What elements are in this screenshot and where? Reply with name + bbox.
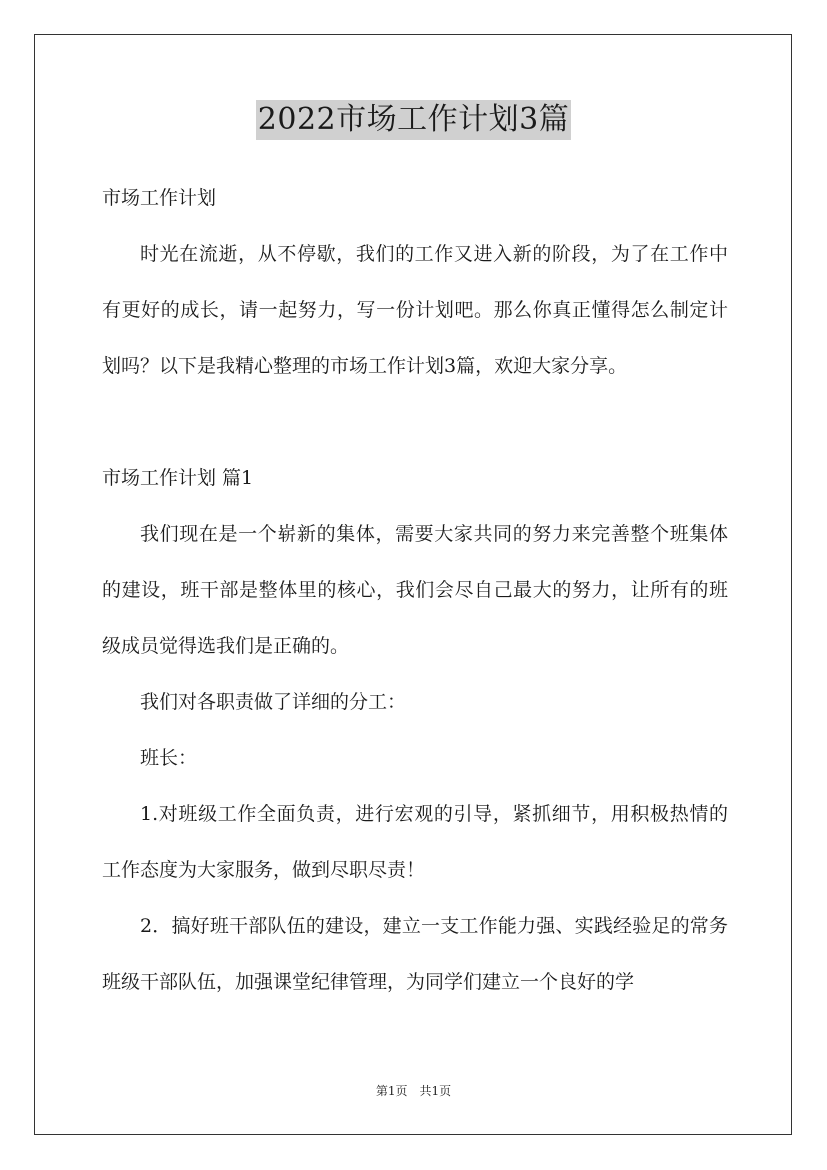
page-number-total: 共1页 <box>419 1084 452 1098</box>
section1-paragraph: 我们现在是一个崭新的集体，需要大家共同的努力来完善整个班集体的建设，班干部是整体里的核心，我们会尽自己最大的努力，让所有的班级成员觉得选我们是正确的。 <box>102 523 728 657</box>
section1-paragraph: 1.对班级工作全面负责，进行宏观的引导，紧抓细节，用积极热情的工作态度为大家服务，做到尽职尽责！ <box>102 803 728 881</box>
title-container <box>0 100 827 140</box>
section1-paragraph: 班长： <box>140 747 198 769</box>
page-number-current: 第1页 <box>375 1084 408 1098</box>
section1-heading: 市场工作计划 篇1 <box>102 467 254 489</box>
document-body <box>102 170 728 1010</box>
section-spacer <box>102 394 728 450</box>
section1-paragraph: 我们对各职责做了详细的分工： <box>140 691 407 713</box>
document-title: 2022市场工作计划3篇 <box>256 100 571 140</box>
section1-paragraph: 2．搞好班干部队伍的建设，建立一支工作能力强、实践经验足的常务班级干部队伍，加强课堂纪律管理，为同学们建立一个良好的学 <box>102 915 728 993</box>
page-footer <box>0 1083 827 1099</box>
intro-paragraph: 时光在流逝，从不停歇，我们的工作又进入新的阶段，为了在工作中有更好的成长，请一起努力，写一份计划吧。那么你真正懂得怎么制定计划吗？以下是我精心整理的市场工作计划3篇，欢迎大家分享。 <box>102 243 728 377</box>
intro-heading: 市场工作计划 <box>102 187 217 209</box>
